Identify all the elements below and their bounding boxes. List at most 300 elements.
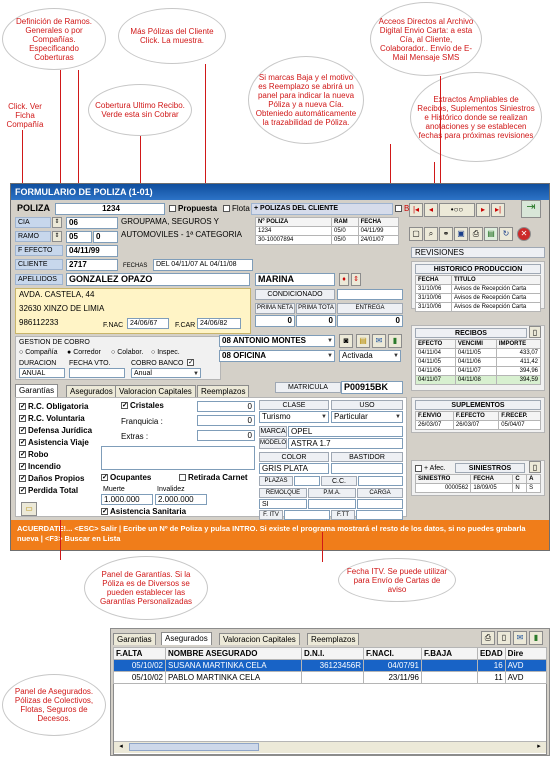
condicionado-input[interactable] xyxy=(337,289,403,300)
oficina-select[interactable]: 08 OFICINA ▼ xyxy=(219,350,335,362)
invalidez-label: Invalidez xyxy=(157,486,185,493)
carga-label: CARGA xyxy=(357,488,403,498)
nombre-input[interactable]: MARINA xyxy=(255,273,335,286)
checkbox-box: ✓ xyxy=(20,415,26,423)
muerte-label: Muerte xyxy=(103,486,125,493)
checkbox-box: ✓ xyxy=(20,403,26,411)
franquicia-label: Franquicia : xyxy=(121,417,163,426)
cristales-checkbox[interactable] xyxy=(121,401,164,410)
radio-compania-label: Compañía xyxy=(25,349,58,356)
col-ram: RAM xyxy=(332,218,359,227)
matricula-input[interactable]: P00915BK xyxy=(341,381,403,394)
note-definicion-text: Definición de Ramos. Generales o por Compañías. Especificando Coberturas xyxy=(15,16,93,62)
garantia-item[interactable] xyxy=(19,426,92,435)
garantia-label: R.C. Obligatoria xyxy=(28,402,89,411)
cliente-label[interactable]: CLIENTE xyxy=(15,259,63,270)
ocupantes-checkbox[interactable] xyxy=(101,473,151,482)
window-title: FORMULARIO DE POLIZA (1-01) xyxy=(11,184,549,200)
uso-select[interactable]: Particular ▼ xyxy=(331,411,403,423)
note-asegurados-text: Panel de Asegurados. Pólizas de Colectivos, Flotas, Seguros de Decesos. xyxy=(14,687,94,723)
table-header xyxy=(416,412,541,421)
tab-garantias[interactable]: Garantias xyxy=(113,633,156,645)
table-row[interactable] xyxy=(416,421,541,430)
cell: 04/11/05 xyxy=(416,358,456,367)
col-dire: Dire xyxy=(505,648,546,660)
note-itv xyxy=(338,558,456,602)
localidad-text: 32630 XINZO DE LIMIA xyxy=(19,304,105,313)
color-label: COLOR xyxy=(259,452,329,462)
letter-icon[interactable]: ✉ xyxy=(513,631,527,645)
table-row[interactable] xyxy=(416,367,541,376)
polizas-cliente-table xyxy=(255,217,399,245)
cell: 31/10/06 xyxy=(416,285,452,294)
franquicia-input[interactable]: 0 xyxy=(197,415,255,426)
table-row[interactable] xyxy=(416,358,541,367)
retirada-label: Retirada Carnet xyxy=(188,473,248,482)
asegurados-table xyxy=(113,647,547,684)
note-acceso xyxy=(370,2,482,76)
prima-total-input[interactable]: 0 xyxy=(296,315,336,327)
cell: 36123456R xyxy=(302,660,364,672)
note-extractos-text: Extractos Ampliables de Recibos, Suplementos Siniestros e Histórico donde se realizan anotaciones y se establecen fechas para próximas revisiones xyxy=(417,94,535,140)
afec-label: + Afec. xyxy=(424,465,446,472)
garantia-label: Asistencia Viaje xyxy=(28,438,89,447)
checkbox-box xyxy=(169,205,176,212)
recibos-table xyxy=(415,339,541,385)
note-extractos xyxy=(410,72,542,162)
fcar-input[interactable]: 24/06/82 xyxy=(197,318,241,329)
cell: 04/07/91 xyxy=(364,660,422,672)
asistencia-checkbox[interactable] xyxy=(101,507,186,516)
table-row[interactable] xyxy=(416,285,541,294)
scroll-right-icon[interactable]: ▸ xyxy=(537,743,541,750)
note-definicion xyxy=(2,8,106,70)
note-garantias xyxy=(84,556,208,620)
tab-asegurados[interactable]: Asegurados xyxy=(66,385,117,397)
ramo-spinner[interactable]: ⇕ xyxy=(52,231,62,242)
radio-inspec-label: Inspec. xyxy=(157,349,180,356)
recibos-title: RECIBOS xyxy=(415,328,527,338)
checkbox-box: ✓ xyxy=(20,451,26,459)
fitv-input[interactable] xyxy=(284,510,330,520)
table-header xyxy=(416,276,541,285)
cia-input[interactable]: 06 xyxy=(66,217,118,229)
cell: 394,59 xyxy=(496,376,540,385)
prima-neta-label: PRIMA NETA xyxy=(255,303,295,314)
cell: 24/01/07 xyxy=(358,236,398,245)
fcar-label: F.CAR xyxy=(175,322,196,329)
carga-input[interactable] xyxy=(357,499,403,509)
checkbox-box xyxy=(179,474,186,481)
table-row[interactable] xyxy=(256,236,399,245)
radio-compania[interactable]: ○ Compañía xyxy=(19,349,58,356)
table-header xyxy=(416,340,541,349)
ramo-label[interactable]: RAMO xyxy=(15,231,51,242)
col-npoliza: Nº POLIZA xyxy=(256,218,332,227)
spinner-icon[interactable]: ⇕ xyxy=(351,273,361,286)
propuesta-checkbox[interactable] xyxy=(169,204,217,213)
cell: 31/10/06 xyxy=(416,303,452,312)
table-header xyxy=(256,218,399,227)
pma-input[interactable] xyxy=(308,499,356,509)
flota-checkbox[interactable] xyxy=(223,204,250,213)
col-importe: IMPORTE xyxy=(496,340,540,349)
table-header xyxy=(416,475,541,484)
garantias-notes[interactable] xyxy=(101,446,255,470)
garantia-item[interactable] xyxy=(19,462,61,471)
flota-label: Flota xyxy=(232,204,250,213)
ramo-sub-input[interactable]: 0 xyxy=(93,231,118,243)
document-icon[interactable]: ▯ xyxy=(497,631,511,645)
garantia-label: Defensa Jurídica xyxy=(28,426,93,435)
table-row[interactable] xyxy=(114,660,547,672)
direccion-text: AVDA. CASTELA, 44 xyxy=(19,290,95,299)
fecha-vto-input[interactable] xyxy=(69,368,125,378)
cell xyxy=(302,672,364,684)
first-record-button[interactable]: |◂ xyxy=(409,203,423,217)
leader-line xyxy=(440,76,441,196)
last-record-button[interactable]: ▸| xyxy=(491,203,505,217)
col-fecha: FECHA xyxy=(358,218,398,227)
checkbox-box: ✓ xyxy=(102,474,108,482)
matricula-label: MATRICULA xyxy=(275,382,341,393)
col-titulo: TITULO xyxy=(452,276,541,285)
poliza-input[interactable]: 1234 xyxy=(55,203,165,215)
col-vencimi: VENCIMI xyxy=(455,340,496,349)
cell xyxy=(422,672,478,684)
checkbox-box: ✓ xyxy=(20,487,26,495)
garantia-item[interactable] xyxy=(19,402,88,411)
poliza-label: POLIZA xyxy=(17,203,50,213)
cell: 31/10/06 xyxy=(416,294,452,303)
cell: Avisos de Recepción Carta xyxy=(452,303,541,312)
condicionado-label: CONDICIONADO xyxy=(255,289,335,300)
fecha-vto-label: FECHA VTO. xyxy=(69,360,111,367)
status-bar: ACUERDATE!... <ESC> Salir | Ecribe un Nº de Poliza y pulsa INTRO. Si existe el programa mostrará el resto de los datos, si no puedes grabarla nueva | <F3> Buscar en Lista xyxy=(11,520,549,550)
note-garantias-text: Panel de Garantías. Si la Póliza es de Diversos se pueden establecer las Garantías Personalizadas xyxy=(99,570,193,606)
phone-icon[interactable]: ▮ xyxy=(388,334,402,348)
fefecto-input[interactable]: 04/11/99 xyxy=(66,245,118,257)
telefono-text: 986112233 xyxy=(19,318,59,327)
radio-colabor-label: Colabor. xyxy=(117,349,144,356)
prima-total-label: PRIMA TOTA xyxy=(296,303,336,314)
cell: N xyxy=(513,484,527,493)
cell: 16 xyxy=(478,660,506,672)
scroll-thumb[interactable] xyxy=(129,743,259,751)
cristales-label: Cristales xyxy=(130,401,164,410)
tab-valoracion[interactable]: Valoracion Capitales xyxy=(219,633,300,645)
clase-label: CLASE xyxy=(259,400,329,410)
garantia-label: Robo xyxy=(28,450,49,459)
col-falta: F.ALTA xyxy=(114,648,166,660)
col-siniestro: SINIESTRO xyxy=(416,475,471,484)
modelo-label: MODELO xyxy=(259,438,287,449)
ramo-input[interactable]: 05 xyxy=(66,231,92,243)
table-header xyxy=(114,648,547,660)
estado-select[interactable]: Activada ▼ xyxy=(339,350,401,362)
new-icon[interactable]: ▢ xyxy=(409,227,423,241)
col-fnaci: F.NACI. xyxy=(364,648,422,660)
periodo-select[interactable]: Anual ▼ xyxy=(131,368,201,378)
retirada-checkbox[interactable] xyxy=(179,473,248,482)
checkbox-box xyxy=(395,205,402,212)
checkbox-box: ✓ xyxy=(122,402,128,410)
baja-checkbox[interactable] xyxy=(395,204,409,213)
col-fecha: FECHA xyxy=(416,276,452,285)
entrega-label: ENTREGA xyxy=(337,303,403,314)
cell: 26/03/07 xyxy=(453,421,498,430)
checkbox-box: ✓ xyxy=(20,475,26,483)
cobro-banco-label: COBRO BANCO xyxy=(131,360,184,367)
col-fbaja: F.BAJA xyxy=(422,648,478,660)
cia-label[interactable]: CIA xyxy=(15,217,51,228)
garantia-label: Daños Propios xyxy=(28,474,85,483)
modelo-input[interactable]: ASTRA 1.7 xyxy=(288,438,403,449)
table-row[interactable] xyxy=(416,349,541,358)
note-mas-polizas-text: Más Pólizas del Cliente Click. La muestra. xyxy=(130,27,214,45)
tab-reemplazos[interactable]: Reemplazos xyxy=(197,385,249,397)
document-icon[interactable]: ▯ xyxy=(529,461,541,473)
cc-input[interactable] xyxy=(358,476,403,486)
entrega-input[interactable]: 0 xyxy=(337,315,403,327)
cell: 0000562 xyxy=(416,484,471,493)
note-itv-text: Fecha ITV. Se puede utilizar para Envío de Cartas de aviso xyxy=(346,566,448,594)
chart-icon[interactable]: ▤ xyxy=(484,227,498,241)
search-icon[interactable]: ⌕ xyxy=(424,227,438,241)
asistencia-label: Asistencia Sanitaria xyxy=(110,507,187,516)
apellidos-label: APELLIDOS xyxy=(15,274,63,285)
historico-title: HISTORICO PRODUCCION xyxy=(415,264,541,274)
fnac-label: F.NAC xyxy=(103,322,124,329)
binoculars-icon[interactable]: ⚭ xyxy=(439,227,453,241)
clase-select[interactable]: Turismo ▼ xyxy=(259,411,329,423)
checkbox-box xyxy=(415,465,422,472)
garantia-label: Incendio xyxy=(28,462,61,471)
cell: 04/11/99 xyxy=(358,227,398,236)
cell xyxy=(422,660,478,672)
garantia-item[interactable] xyxy=(19,486,78,495)
bell-icon[interactable]: ♦ xyxy=(339,273,349,286)
duracion-input[interactable]: ANUAL xyxy=(19,368,65,378)
table-row[interactable] xyxy=(114,672,547,684)
fitv-label: F. ITV xyxy=(259,510,283,520)
cell: 05/10/02 xyxy=(114,660,166,672)
note-asegurados xyxy=(2,674,106,736)
cell: 05/10/02 xyxy=(114,672,166,684)
checkbox-box: ✓ xyxy=(20,439,26,447)
radio-corredor[interactable]: ● Corredor xyxy=(67,349,101,356)
col-fenvio: F.ENVIO xyxy=(416,412,454,421)
cell: 04/11/04 xyxy=(416,349,456,358)
fechas-range[interactable]: DEL 04/11/07 AL 04/11/08 xyxy=(153,259,253,271)
document-icon[interactable]: ▯ xyxy=(529,326,541,338)
cobro-banco-checkbox[interactable]: ✓ xyxy=(188,359,194,366)
note-mas-polizas xyxy=(118,8,226,64)
muerte-input[interactable]: 1.000.000 xyxy=(101,494,153,505)
remolque-input[interactable]: SI xyxy=(259,499,307,509)
col-nombre: NOMBRE ASEGURADO xyxy=(166,648,302,660)
note-baja-text: Si marcas Baja y el motivo es Reemplazo se abrirá un panel para indicar la nueva Póliza y a nueva Cía. Obteniedo automáticamente la trazabilidad de Póliza. xyxy=(255,73,357,127)
ocupantes-label: Ocupantes xyxy=(110,473,152,482)
cristales-input[interactable]: 0 xyxy=(197,401,255,412)
tab-reemplazos[interactable]: Reemplazos xyxy=(307,633,359,645)
cell: 05/04/07 xyxy=(499,421,541,430)
folder-icon[interactable]: ▤ xyxy=(356,334,370,348)
col-c: C xyxy=(513,475,527,484)
radio-nav-button[interactable]: •○○ xyxy=(439,203,475,217)
cell: AVD xyxy=(505,660,546,672)
garantia-item[interactable] xyxy=(19,474,84,483)
col-a: A xyxy=(527,475,541,484)
gestion-label: GESTION DE COBRO xyxy=(19,339,90,346)
note-ficha: Click. Ver Ficha Compañía xyxy=(6,102,44,129)
table-row[interactable] xyxy=(416,484,541,493)
uso-label: USO xyxy=(331,400,403,410)
cell: 18/09/05 xyxy=(471,484,513,493)
poliza-window xyxy=(10,183,550,551)
col-fecha: FECHA xyxy=(471,475,513,484)
cell: 04/11/07 xyxy=(416,376,456,385)
duracion-label: DURACION xyxy=(19,360,57,367)
note-cobertura-text: Cobertura Ultimo Recibo. Verde esta sin Cobrar xyxy=(95,101,185,119)
cell: 26/03/07 xyxy=(416,421,454,430)
phone-icon[interactable]: ▮ xyxy=(529,631,543,645)
prev-record-button[interactable]: ◂ xyxy=(424,203,438,217)
checkbox-box: ✓ xyxy=(20,463,26,471)
print-icon[interactable]: ⎙ xyxy=(481,631,495,645)
cell: 04/11/07 xyxy=(455,367,496,376)
propuesta-label: Propuesta xyxy=(178,204,218,213)
garantia-label: Perdida Total xyxy=(28,486,79,495)
table-row[interactable] xyxy=(416,294,541,303)
prima-neta-input[interactable]: 0 xyxy=(255,315,295,327)
cell: SUSANA MARTINKA CELA xyxy=(166,660,302,672)
col-efecto: EFECTO xyxy=(416,340,456,349)
exit-icon[interactable]: ⇥ xyxy=(521,200,541,218)
cia-spinner[interactable]: ⇕ xyxy=(52,217,62,228)
note-acceso-text: Acceos Directos al Archivo Digital Envio Carta: a esta Cía, al Cliente, Colaborador.. Envío de E-Mail Mensaje SMS xyxy=(378,16,474,62)
col-edad: EDAD xyxy=(478,648,506,660)
note-baja xyxy=(248,56,364,144)
cell: 30-10007894 xyxy=(256,236,332,245)
fechas-label: FECHAS xyxy=(123,263,148,269)
ftt-label: F.TT xyxy=(331,510,355,520)
save-icon[interactable]: ▣ xyxy=(454,227,468,241)
cell: 433,07 xyxy=(496,349,540,358)
col-frecep: F.RECEP. xyxy=(499,412,541,421)
afec-checkbox[interactable] xyxy=(415,464,446,473)
garantia-item[interactable] xyxy=(19,438,89,447)
close-icon[interactable]: ✕ xyxy=(517,227,531,241)
cell: S xyxy=(527,484,541,493)
cell: 04/11/05 xyxy=(455,349,496,358)
marca-label: MARCA xyxy=(260,428,286,435)
suplementos-table xyxy=(415,411,541,430)
ftt-input[interactable] xyxy=(356,510,403,520)
garantia-item[interactable] xyxy=(19,414,85,423)
cell: Avisos de Recepción Carta xyxy=(452,285,541,294)
checkbox-box xyxy=(223,205,230,212)
bastidor-input[interactable] xyxy=(331,463,403,474)
cell: 05/0 xyxy=(332,227,359,236)
baja-label: B xyxy=(404,204,410,213)
cliente-input[interactable]: 2717 xyxy=(66,259,118,271)
extras-label: Extras : xyxy=(121,432,149,441)
table-row[interactable] xyxy=(416,376,541,385)
cell: 23/11/96 xyxy=(364,672,422,684)
cell: PABLO MARTINKA CELA xyxy=(166,672,302,684)
bastidor-label: BASTIDOR xyxy=(331,452,403,462)
table-row[interactable] xyxy=(416,303,541,312)
cell: 1234 xyxy=(256,227,332,236)
leader-line xyxy=(60,520,61,560)
cell: 394,96 xyxy=(496,367,540,376)
fefecto-label: F EFECTO xyxy=(15,245,63,256)
table-row[interactable] xyxy=(256,227,399,236)
cc-label: C.C. xyxy=(321,476,357,486)
radio-inspec[interactable]: ○ Inspec. xyxy=(151,349,180,356)
colaborador-select[interactable]: 08 ANTONIO MONTES ▼ xyxy=(219,335,335,347)
note-cobertura xyxy=(88,84,192,136)
garantia-item[interactable] xyxy=(19,450,48,459)
col-fefecto: F.EFECTO xyxy=(453,412,498,421)
cia-name-2: AUTOMOVILES - 1ª CATEGORIA xyxy=(121,230,242,239)
folder-open-icon[interactable]: ▭ xyxy=(21,502,37,516)
siniestros-title: SINIESTROS xyxy=(455,463,525,473)
garantia-label: R.C. Voluntaria xyxy=(28,414,85,423)
invalidez-input[interactable]: 2.000.000 xyxy=(155,494,207,505)
remolque-label: REMOLQUE xyxy=(259,488,307,498)
suplementos-title: SUPLEMENTOS xyxy=(415,400,541,410)
pma-label: P.M.A. xyxy=(308,488,356,498)
leader-line xyxy=(205,64,206,196)
plazas-label: PLAZAS xyxy=(259,476,293,486)
checkbox-box: ✓ xyxy=(102,508,108,516)
siniestros-table xyxy=(415,474,541,493)
next-record-button[interactable]: ▸ xyxy=(476,203,490,217)
apellidos-input[interactable]: GONZALEZ OPAZO xyxy=(66,273,250,286)
cia-name-1: GROUPAMA, SEGUROS Y xyxy=(121,217,219,226)
tab-valoracion[interactable]: Valoracion Capitales xyxy=(115,385,196,397)
tab-garantias[interactable]: Garantías xyxy=(15,384,58,397)
radio-colabor[interactable]: ○ Colabor. xyxy=(111,349,144,356)
extras-input[interactable]: 0 xyxy=(197,430,255,441)
letter-icon[interactable]: ✉ xyxy=(372,334,386,348)
print-icon[interactable]: ⎙ xyxy=(469,227,483,241)
plazas-input[interactable] xyxy=(294,476,320,486)
refresh-icon[interactable]: ↻ xyxy=(499,227,513,241)
fnac-input[interactable]: 24/06/67 xyxy=(127,318,169,329)
marca-input[interactable]: OPEL xyxy=(288,426,403,437)
cell: 11 xyxy=(478,672,506,684)
tab-asegurados[interactable]: Asegurados xyxy=(161,632,212,645)
cell: 04/11/08 xyxy=(455,376,496,385)
mas-polizas-button[interactable]: + POLIZAS DEL CLIENTE xyxy=(251,203,393,215)
cell: Avisos de Recepción Carta xyxy=(452,294,541,303)
cell: 411,42 xyxy=(496,358,540,367)
disk-icon[interactable]: ◙ xyxy=(339,334,353,348)
cell: 04/11/06 xyxy=(416,367,456,376)
scroll-left-icon[interactable]: ◂ xyxy=(119,743,123,750)
historico-table xyxy=(415,275,541,312)
leader-line xyxy=(322,532,323,562)
color-input[interactable]: GRIS PLATA xyxy=(259,463,329,474)
revisiones-header: REVISIONES xyxy=(411,247,545,258)
asegurados-window xyxy=(110,628,550,756)
checkbox-box: ✓ xyxy=(20,427,26,435)
col-dni: D.N.I. xyxy=(302,648,364,660)
cell: 04/11/06 xyxy=(455,358,496,367)
